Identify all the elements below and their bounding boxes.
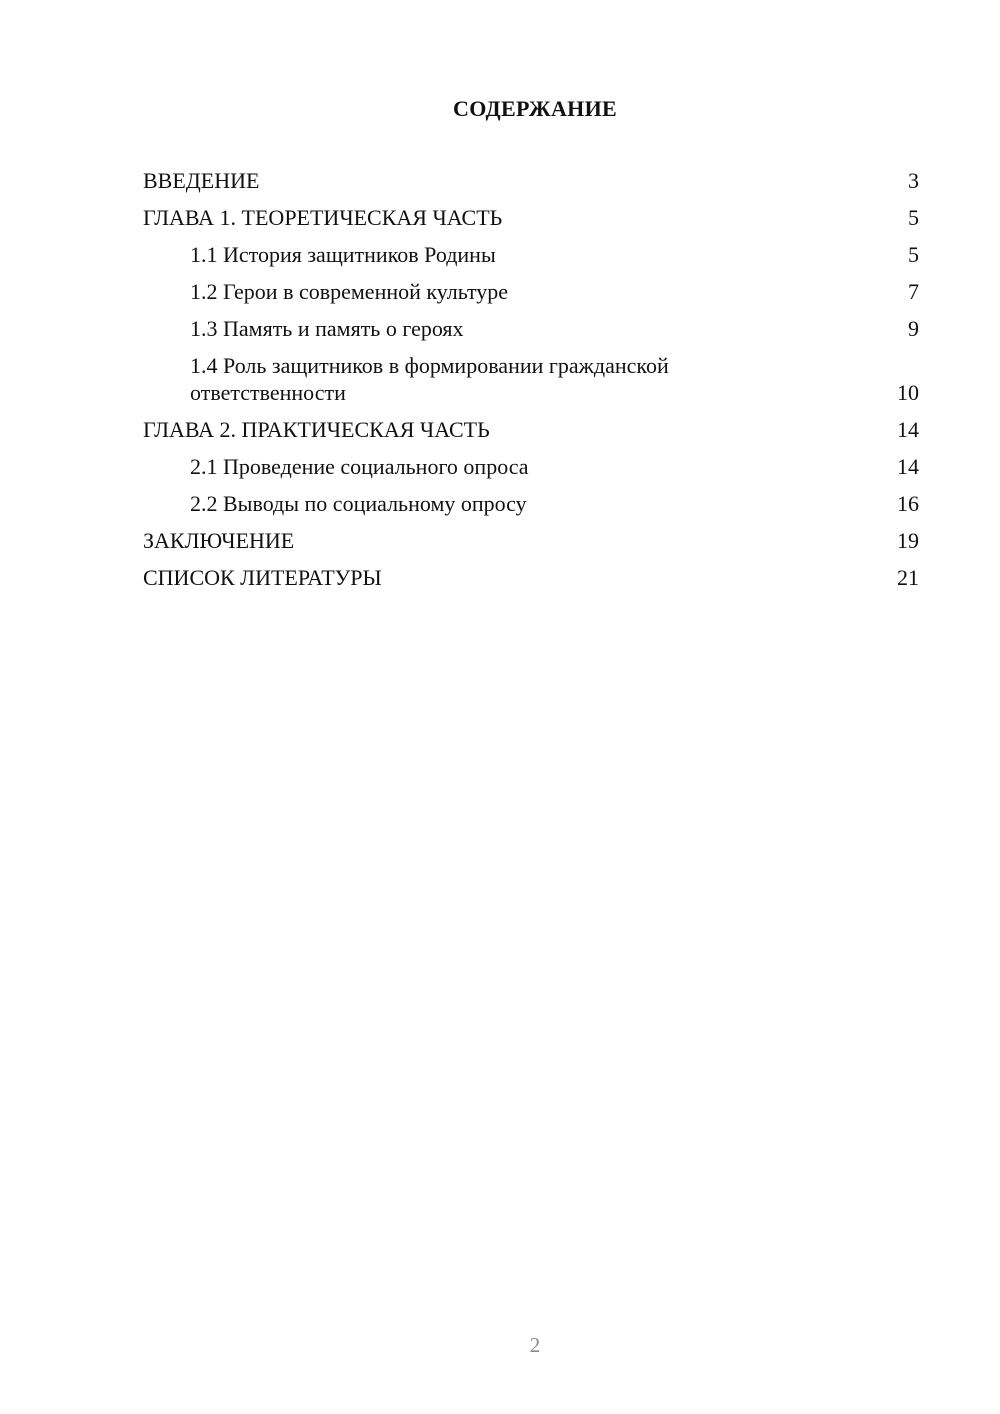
toc-entry-section-1-4[interactable] — [143, 352, 919, 406]
toc-entry-section-2-1[interactable] — [143, 453, 919, 480]
toc-entry-section-2-2[interactable] — [143, 490, 919, 517]
toc-entry-page: 7 — [908, 279, 919, 304]
toc-entry-conclusion[interactable] — [143, 527, 919, 554]
toc-entry-label: ГЛАВА 1. ТЕОРЕТИЧЕСКАЯ ЧАСТЬ — [143, 205, 503, 230]
toc-entry-label: 1.1 История защитников Родины — [190, 242, 496, 267]
toc-entry-page: 9 — [908, 316, 919, 341]
toc-entry-page: 14 — [897, 454, 919, 479]
toc-entry-page: 5 — [908, 242, 919, 267]
toc-entry-label: 2.1 Проведение социального опроса — [190, 454, 529, 479]
toc-entry-page: 19 — [897, 528, 919, 553]
toc-entry-label: 1.4 Роль защитников в формировании гражданской ответственности — [190, 353, 669, 405]
toc-entry-references[interactable] — [143, 564, 919, 591]
toc-entry-label: 1.3 Память и память о героях — [190, 316, 464, 341]
toc-entry-page: 16 — [897, 491, 919, 516]
toc-entry-page: 3 — [908, 168, 919, 193]
toc-entry-label: 1.2 Герои в современной культуре — [190, 279, 509, 304]
toc-entry-label: 2.2 Выводы по социальному опросу — [190, 491, 527, 516]
toc-entry-page: 5 — [908, 205, 919, 230]
toc-entry-page: 14 — [897, 417, 919, 442]
page-number: 2 — [529, 1333, 541, 1357]
toc-entry-section-1-3[interactable] — [143, 315, 919, 342]
toc-entry-page: 21 — [897, 565, 919, 590]
toc-entry-section-1-1[interactable] — [143, 241, 919, 268]
toc-entry-chapter-1[interactable] — [143, 204, 919, 231]
toc-entry-label: ВВЕДЕНИЕ — [143, 168, 260, 193]
toc-entry-section-1-2[interactable] — [143, 278, 919, 305]
toc-entry-page: 10 — [897, 380, 919, 405]
toc-entry-chapter-2[interactable] — [143, 416, 919, 443]
toc-entry-label: ГЛАВА 2. ПРАКТИЧЕСКАЯ ЧАСТЬ — [143, 417, 490, 442]
table-of-contents — [143, 167, 919, 601]
toc-title: СОДЕРЖАНИЕ — [453, 96, 617, 121]
toc-entry-label: СПИСОК ЛИТЕРАТУРЫ — [143, 565, 382, 590]
toc-entry-label: ЗАКЛЮЧЕНИЕ — [143, 528, 295, 553]
toc-entry-introduction[interactable] — [143, 167, 919, 194]
